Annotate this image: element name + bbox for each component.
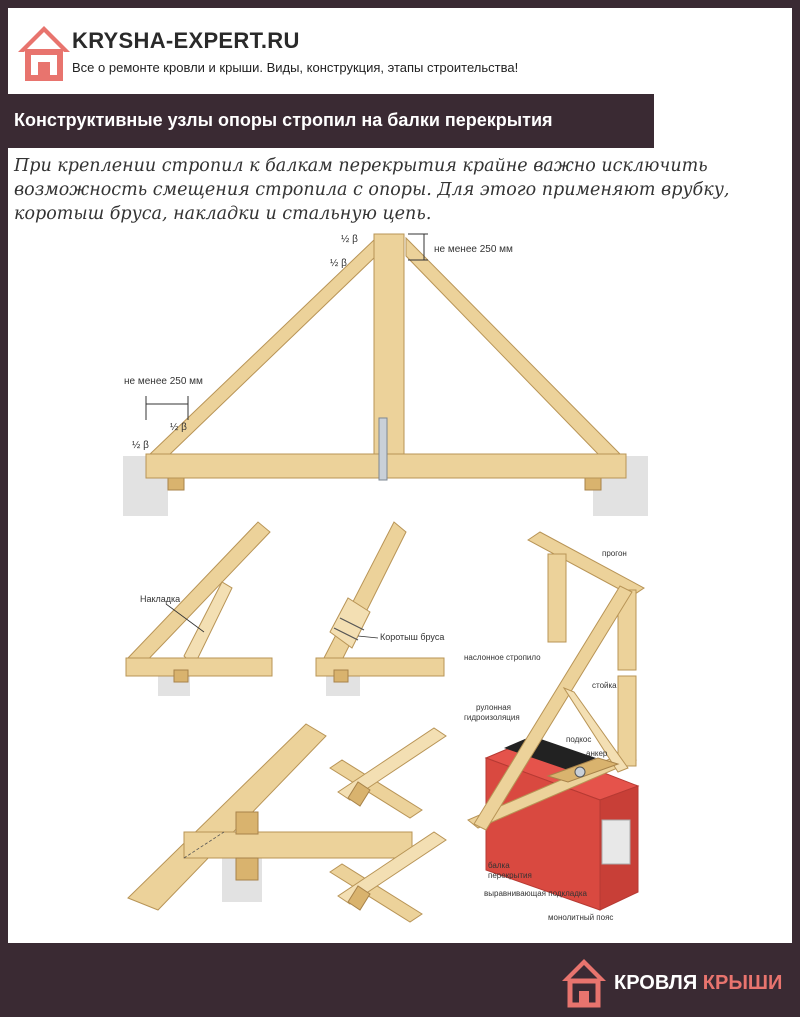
short-beam-label: Коротыш бруса [380,632,445,642]
footer-brand-part2: КРЫШИ [702,972,783,994]
detail-3d-assembly [464,532,644,922]
callout-layered-rafter: наслонное стропило [464,653,541,662]
callout-post: стойка [592,681,617,690]
angle-label-left-1: ½ β [170,422,187,433]
overlay-label: Накладка [140,594,181,604]
site-logo-icon[interactable] [14,22,74,84]
rafter-support-diagram [8,220,792,940]
top-dimension-label: не менее 250 мм [434,244,513,255]
title-bar [8,94,654,148]
footer-logo-icon[interactable] [560,957,608,1009]
callout-floor-beam-1: балка [488,861,510,870]
callout-waterproofing-2: гидроизоляция [464,713,520,722]
left-dimension-label: не менее 250 мм [124,376,203,387]
detail-short-beam [316,522,444,696]
site-name[interactable]: KRYSHA-EXPERT.RU [72,28,300,53]
main-truss [123,234,648,516]
callout-leveling-pad: выравнивающая подкладка [484,889,588,898]
page-title: Конструктивные узлы опоры стропил на балки перекрытия [14,110,553,130]
footer-brand[interactable] [614,972,782,995]
content-card [8,8,792,943]
detail-3d-joint-top [330,728,446,818]
callout-strut: подкос [566,735,592,744]
callout-floor-beam-2: перекрытия [488,871,532,880]
angle-label-top-2: ½ β [330,258,347,269]
footer-brand-part1: КРОВЛЯ [614,972,698,994]
callout-anchor: анкер [586,749,608,758]
intro-paragraph: При креплении стропил к балкам перекрытия крайне важно исключить возможность смещения стропила с опоры. Для этого применяют врубку, коротыш бруса, накладки и стальную цепь. [14,156,730,224]
callout-monolithic-belt: монолитный пояс [548,913,614,922]
site-tagline: Все о ремонте кровли и крыши. Виды, конструкция, этапы строительства! [72,60,519,75]
callout-purlin: прогон [602,549,627,558]
angle-label-left-2: ½ β [132,440,149,451]
angle-label-top-1: ½ β [341,234,358,245]
callout-waterproofing-1: рулонная [476,703,512,712]
detail-overlay [126,522,272,696]
